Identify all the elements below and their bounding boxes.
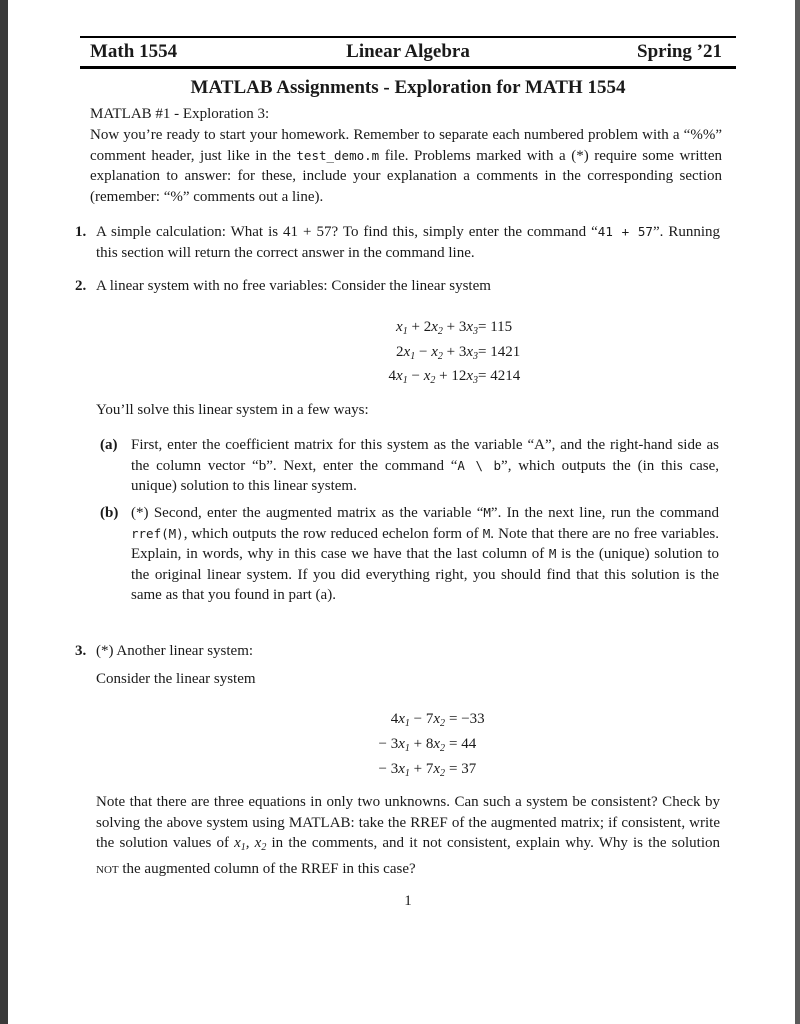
system-2-eq-1-lhs: $4x_1 - 7x_2$ bbox=[390, 711, 445, 729]
system-1-eq-2-rhs: = 1421 bbox=[478, 344, 521, 360]
problem-2-after: You’ll solve this linear system in a few ways: bbox=[96, 402, 369, 418]
system-1-eq-3-lhs: $4x_1 - x_2 + 12x_3$ bbox=[388, 368, 478, 386]
system-2-eq-2-rhs: = 44 bbox=[449, 736, 477, 752]
running-header bbox=[80, 40, 736, 64]
system-1-eq-1-lhs: $x_1 + 2x_2 + 3x_3$ bbox=[396, 319, 478, 337]
demo-file-name: test_demo.m bbox=[296, 147, 380, 163]
intro-paragraph: Now you’re ready to start your homework. Remember to separate each numbered problem with a “%%” comment header, just like in the test_demo.m file. Problems marked with a (*) require some written explanation to answer: for these, include your explanation a comments in the corresponding section (remember: “%” comments out a line). bbox=[90, 127, 722, 205]
header-rule-top bbox=[80, 36, 736, 38]
system-2-eq-1-rhs: = −33 bbox=[449, 711, 485, 727]
part-a-command: A \ b bbox=[457, 457, 502, 473]
system-2-eq-3-lhs: − $3x_1 + 7x_2$ bbox=[378, 761, 445, 779]
system-1-eq-1-rhs: = 115 bbox=[478, 319, 513, 335]
problem-1-text: A simple calculation: What is 41 + 57? To find this, simply enter the command “41 + 57”. Running this section will return the correct answer in the command line. bbox=[96, 224, 720, 261]
problem-2-intro: A linear system with no free variables: Consider the linear system bbox=[96, 278, 491, 294]
problem-1-number: 1. bbox=[75, 224, 87, 240]
problem-2-number: 2. bbox=[75, 278, 87, 294]
part-a-text: First, enter the coefficient matrix for this system as the variable “A”, and the right-hand side as the column vector “b”. Next, enter the command “A \ b”, which outputs the (in this case, unique) solution to this linear system. bbox=[131, 437, 719, 495]
page-number: 1 bbox=[404, 893, 412, 909]
system-1-eq-3-rhs: = 4214 bbox=[478, 368, 521, 384]
page-title: MATLAB Assignments - Exploration for MATH 1554 bbox=[190, 77, 626, 98]
part-b-text: (*) Second, enter the augmented matrix as the variable “M”. In the next line, run the command rref(M), which outputs the row reduced echelon form of M. Note that there are no free variables. Explain, in words, why in this case we have that the last column of M is the (unique) solution to the original linear system. If you did everything right, you should find that this solution is the same as that you found in part (a). bbox=[131, 505, 719, 604]
header-term: Spring ’21 bbox=[637, 41, 722, 62]
subtitle: MATLAB #1 - Exploration 3: bbox=[90, 106, 270, 122]
header-rule-bottom bbox=[80, 66, 736, 69]
system-1-eq-2-lhs: $2x_1 - x_2 + 3x_3$ bbox=[396, 344, 478, 362]
header-course: Math 1554 bbox=[90, 41, 178, 62]
problem-3-heading: (*) Another linear system: bbox=[96, 643, 254, 659]
system-2-eq-2-lhs: − $3x_1 + 8x_2$ bbox=[378, 736, 445, 754]
part-a-label: (a) bbox=[100, 437, 118, 453]
left-viewer-edge bbox=[0, 0, 8, 1024]
system-2-eq-3-rhs: = 37 bbox=[449, 761, 477, 777]
problem-3-intro: Consider the linear system bbox=[96, 671, 256, 687]
part-b-label: (b) bbox=[100, 505, 119, 521]
problem-3-note: Note that there are three equations in only two unknowns. Can such a system be consistent? Check by solving the above system using MATLAB: take the RREF of the augmented matrix; if consistent, write the solution values of $x_1$, $x_2$ in the comments, and it not consistent, explain why. Why is the solution not the augmented column of the RREF in this case? bbox=[96, 794, 720, 877]
problem-3-number: 3. bbox=[75, 643, 87, 659]
problem-1-command: 41 + 57 bbox=[597, 224, 653, 239]
solution-variables: $x_1$, $x_2$ bbox=[234, 835, 267, 854]
rref-command: rref(M) bbox=[131, 525, 184, 541]
right-viewer-edge bbox=[795, 0, 800, 1024]
header-subject: Linear Algebra bbox=[346, 41, 470, 62]
